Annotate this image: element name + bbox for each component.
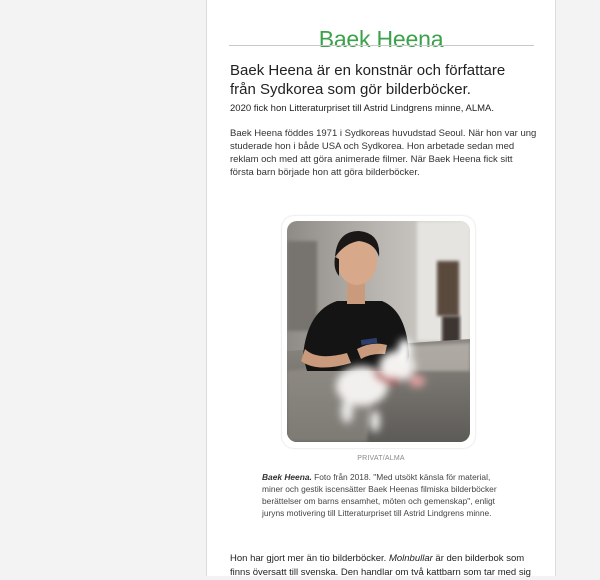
photo-caption (262, 471, 507, 519)
books-text-before: Hon har gjort mer än tio bilderböcker. (230, 553, 389, 564)
page-title: Baek Heena (318, 26, 444, 53)
books-text-after: är den bilderbok som finns översatt till svenska. Den handlar om två kattbarn som tar med sig (230, 553, 531, 578)
bio-paragraph: Baek Heena föddes 1971 i Sydkoreas huvudstad Seoul. När hon var ung studerade hon i både USA och Sydkorea. Hon arbetade sedan med reklam och med att göra animerade filmer. När Baek Heena fick sitt första barn började hon att göra bilderböcker. (230, 128, 537, 178)
book-title: Molnbullar (388, 553, 433, 564)
photo-frame (282, 216, 475, 448)
caption-name: Baek Heena. (262, 472, 312, 482)
caption-text: Foto från 2018. "Med utsökt känsla för material, miner och gestik iscensätter Baek Heenas filmiska bilderböcker berättelser om barns ensamhet, möten och gemenskap", enligt juryns motivering till Litteraturpriset till Astrid Lindgrens minne. (262, 472, 497, 518)
author-photo (287, 221, 470, 442)
article-lead: Baek Heena är en konstnär och författare från Sydkorea som gör bilderböcker. (230, 62, 506, 98)
award-text: 2020 fick hon Litteraturpriset till Astrid Lindgrens minne, ALMA. (230, 103, 495, 114)
title-divider (229, 45, 534, 46)
article-page (206, 0, 556, 576)
photo-credit: PRIVAT/ALMA (357, 455, 405, 462)
